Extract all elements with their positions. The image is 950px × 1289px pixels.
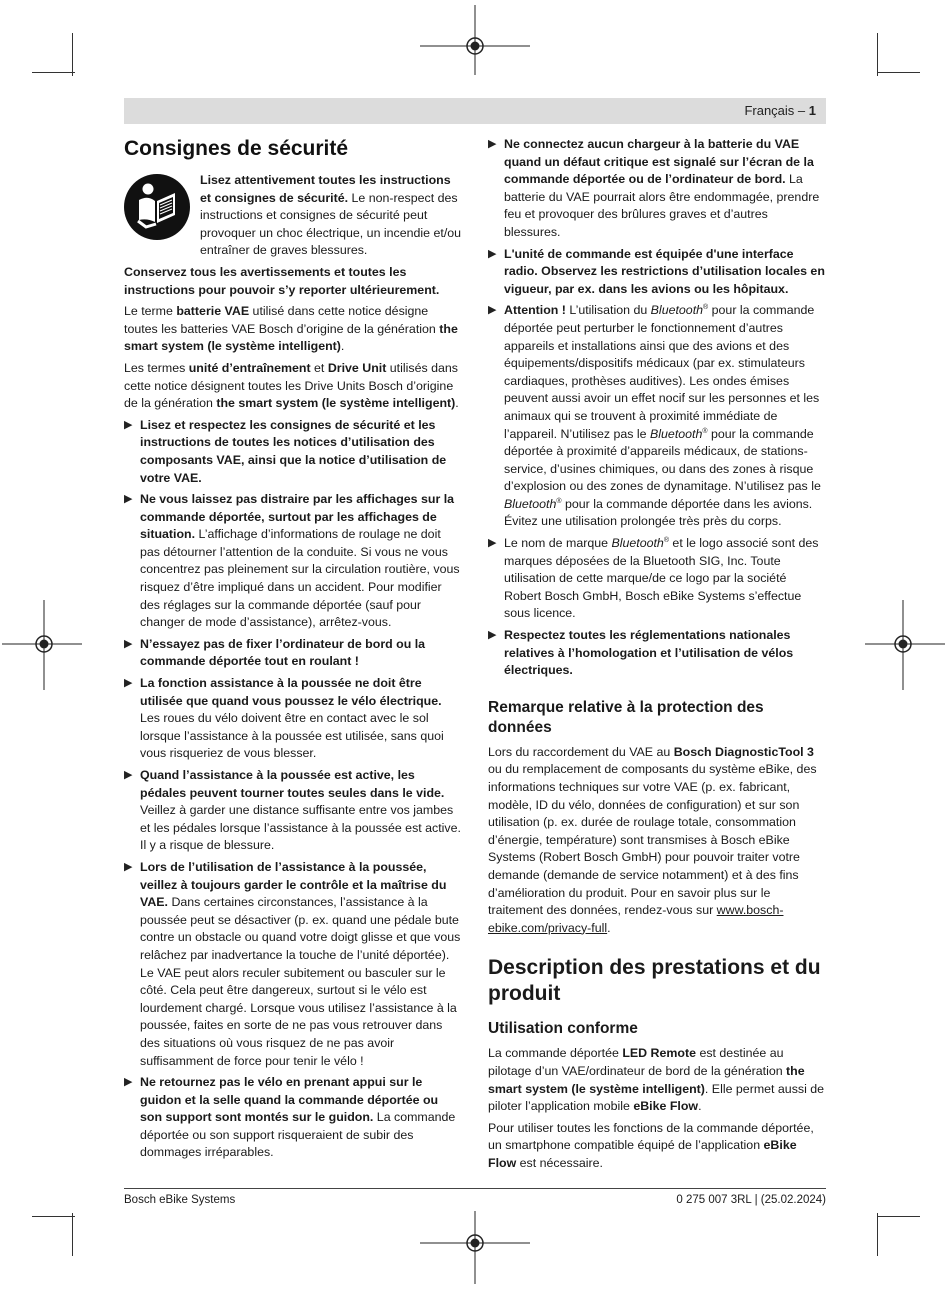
crop-mark [877,1216,920,1217]
registration-mark-icon [420,5,530,85]
text-run: utilisé dans cette notice désigne toutes les batteries VAE Bosch d’origine de la génération [124,304,440,336]
warning-bold: N’essayez pas de fixer l’ordinateur de bord ou la commande déportée tout en roulant ! [140,636,426,669]
bluetooth-term: Bluetooth [650,426,703,441]
text-run: LED Remote [622,1046,696,1061]
text-run: eBike Flow [633,1099,699,1114]
registered-mark: ® [702,427,708,435]
warning-bold: Ne connectez aucun chargeur à la batterie du VAE quand un défaut critique est signalé sur l’écran de la commande déportée ou de l’ordinateur de bord. [504,137,814,187]
text-run: the smart system (le système intelligent) [216,396,456,411]
privacy-link[interactable]: www.bosch-ebike.com/privacy-full [488,903,784,935]
warning-bold: Attention ! [504,303,566,318]
text-run: utilisés dans cette notice désignent toutes les Drive Units Bosch d’origine de la génération [124,360,458,411]
text-run: . [340,339,345,354]
triangle-right-icon: ▶ [124,418,133,431]
text-run: Lors du raccordement du VAE au [488,744,674,759]
bluetooth-term: Bluetooth [650,303,704,318]
section-title-intended-use: Utilisation conforme [488,1020,638,1038]
text-run: est nécessaire. [516,1155,603,1170]
triangle-right-icon: ▶ [124,493,133,506]
footer-rule [124,1188,826,1189]
warning-bold: Ne retournez pas le vélo en prenant appui sur le guidon et la selle quand la commande déportée ou son support sont montés sur le guidon. [140,1075,439,1125]
smartphone-paragraph [488,1120,826,1173]
triangle-right-icon: ▶ [488,537,497,550]
bluetooth-warning [488,302,826,531]
warning-text: Dans certaines circonstances, l’assistance à la poussée peut se désactiver (p. ex. quand une pédale bute contre un obstacle ou quand votre doigt glisse et que vous relâchez par inadvertance la touche de l’unité déportée). Le VAE peut alors reculer subitement ou basculer sur le côté. Cela peut être dangereux, surtout si le vélo est lourdement chargé. Lorsque vous utilisez l’assistance à la poussée, faites en sorte de ne pas vous retrouver dans des situations où vous risquez de ne pas avoir suffisamment de force pour tenir le vélo ! [140,895,461,1068]
safety-intro-text [200,172,462,260]
registration-mark-icon [2,600,82,690]
header-language: Français [744,103,795,118]
page-number: 1 [808,103,816,118]
crop-mark [877,72,920,73]
text-run: the smart system (le système intelligent) [488,1063,805,1096]
text-run: batterie VAE [176,304,250,319]
text-run: pour la commande déportée peut perturber le fonctionnement d’autres appareils et installations ainsi que des avions et des équipements/dispositifs médicaux (par ex. stimulateurs cardiaques, prothèses auditives). Les ondes émises peuvent aussi avoir un effet nocif sur les personnes et les animaux qui se trouvent à proximité immédiate de l’appareil. N’utilisez pas le [504,303,820,441]
footer-company: Bosch eBike Systems [124,1194,236,1206]
intro-text: Le non-respect des instructions et consignes de sécurité peut provoquer un choc électrique, un incendie et/ou entraîner de graves blessures. [200,190,462,258]
warning-bold: Quand l’assistance à la poussée est active, les pédales peuvent tourner toutes seules dans le vide. [140,768,445,800]
registered-mark: ® [703,304,709,312]
registration-mark-icon [865,600,945,690]
warning-text: Veillez à garder une distance suffisante entre vos jambes et les pédales lorsque l’assistance à la poussée est active. Il y a risque de blessure. [140,803,461,853]
text-run: Le terme [124,304,177,319]
intro-bold: Lisez attentivement toutes les instructions et consignes de sécurité. [200,173,451,205]
section-title-description: Description des prestations et du produit [488,956,821,1006]
text-run: ou du remplacement de composants du système eBike, des informations techniques sur votre VAE (p. ex. fabricant, modèle, ID du vélo, données de configuration) et sur son utilisation (p. ex. durée de roulage totale, consommation d’énergie, température) sont transmises à Bosch eBike Systems (Robert Bosch GmbH) pour pouvoir traiter votre demande (demande de service notamment) et à des fins d’amélioration du produit. Pour en savoir plus sur le traitement des données, rendez-vous sur [488,762,817,918]
warning-item [124,491,462,632]
warning-item [124,417,462,487]
safety-intro [124,172,462,260]
warning-item [124,675,462,763]
warning-item [124,767,462,855]
text-run: Pour utiliser toutes les fonctions de la commande déportée, un smartphone compatible équipé de l’application [488,1120,814,1153]
warning-text: La batterie du VAE pourrait alors être endommagée, prendre feu et provoquer des brûlures graves et d’autres blessures. [504,172,820,239]
crop-mark [877,1213,878,1256]
text-run: pour la commande déportée dans les avions. Évitez une utilisation prolongée très près du corps. [504,496,813,529]
registered-mark: ® [556,497,562,505]
warning-bold: L'unité de commande est équipée d'une interface radio. Observez les restrictions d’utilisation locales en vigueur, par ex. dans les avions ou les hôpitaux. [504,246,825,296]
text-run: . [698,1099,702,1114]
text-run: La commande déportée [488,1046,623,1061]
text-run: . Elle permet aussi de piloter l’application mobile [488,1081,825,1114]
triangle-right-icon: ▶ [488,304,497,317]
triangle-right-icon: ▶ [124,769,133,781]
triangle-right-icon: ▶ [488,629,497,642]
warning-list-right [488,136,826,680]
text-run: et [310,360,328,375]
term-battery-paragraph [124,303,462,356]
warning-text: Les roues du vélo doivent être en contact avec le sol lorsque l’assistance à la poussée est utilisée, sans quoi vous risqueriez de vous blesser. [140,711,444,761]
warning-text: La commande déportée ou son support risqueraient de subir des dommages irréparables. [140,1110,456,1160]
warning-bold: Lisez et respectez les consignes de sécurité et les instructions de toutes les notices d’utilisation des composants VAE, ainsi que la notice d’utilisation de votre VAE. [140,417,447,485]
left-column [124,136,462,1166]
section-title-safety: Consignes de sécurité [124,137,349,160]
keep-instructions: Conservez tous les avertissements et toutes les instructions pour pouvoir s’y reporter ultérieurement. [124,264,440,297]
warning-item [124,1074,462,1162]
registration-mark-icon [420,1206,530,1286]
bluetooth-term: Bluetooth [504,496,557,511]
bluetooth-term: Bluetooth [611,536,664,551]
triangle-right-icon: ▶ [488,247,497,260]
warning-text: L’affichage d’informations de roulage ne doit pas détourner l’attention de la conduite. Si vous ne vous concentrez pas pleinement sur la circulation routière, vous risquez d’être impliqué dans un accident. Pour modifier des réglages sur la commande déportée (sauf pour changer de mode d’assistance), arrêtez-vous. [140,527,460,630]
text-run: eBike Flow [488,1138,797,1170]
right-column [488,136,826,1177]
section-title-privacy: Remarque relative à la protection des données [488,698,764,736]
warning-bold: Ne vous laissez pas distraire par les affichages sur la commande déportée, surtout par les affichages de situation. [140,492,455,542]
crop-mark [877,33,878,76]
crop-mark [32,1216,75,1217]
warning-bold: La fonction assistance à la poussée ne doit être utilisée que quand vous poussez le vélo électrique. [140,676,442,708]
warning-item [488,136,826,242]
intended-use-paragraph [488,1045,826,1115]
warning-item [124,859,462,1070]
warning-list-left [124,417,462,1162]
term-drive-unit-paragraph [124,360,462,413]
triangle-right-icon: ▶ [124,1076,133,1089]
text-run: . [455,396,459,411]
header-separator: – [794,103,809,118]
crop-mark [72,1213,73,1256]
warning-item [124,636,462,671]
text-run: Les termes [124,360,189,375]
triangle-right-icon: ▶ [488,138,497,150]
text-run: et le logo associé sont des marques déposées de la Bluetooth SIG, Inc. Toute utilisation de cette marque/de ce logo par la société Robert Bosch GmbH, Bosch eBike Systems s’effectue sous licence. [504,536,819,621]
warning-bold: Respectez toutes les réglementations nationales relatives à l’homologation et l’utilisation de vélos électriques. [504,628,794,678]
warning-item [488,246,826,299]
registered-mark: ® [663,536,669,544]
page-header [124,98,826,124]
triangle-right-icon: ▶ [124,637,133,650]
warning-bold: Lors de l’utilisation de l’assistance à la poussée, veillez à toujours garder le contrôle et la maîtrise du VAE. [140,859,447,910]
triangle-right-icon: ▶ [124,860,133,873]
page-header-text [744,102,816,120]
text-run: Le nom de marque [504,536,612,551]
warning-item [488,627,826,680]
text-run: est destinée au pilotage d’un VAE/ordinateur de bord de la génération [488,1046,787,1078]
text-run: pour la commande déportée à proximité d’appareils médicaux, de stations-service, d’usines chimiques, ou dans des zones à risque d’explosion ou des zones de dynamitage. N’utilisez pas le [504,426,821,494]
text-run: unité d’entraînement [188,360,311,375]
privacy-paragraph [488,744,826,938]
triangle-right-icon: ▶ [124,677,133,690]
text-run: the smart system (le système intelligent) [124,321,458,354]
text-run: Bosch DiagnosticTool 3 [673,744,814,759]
footer-document-id: 0 275 007 3RL | (25.02.2024) [676,1194,826,1206]
text-run: Drive Unit [327,360,387,375]
text-run: . [607,920,611,935]
crop-mark [32,72,75,73]
text-run: L’utilisation du [565,303,651,318]
trademark-note [488,535,826,623]
crop-mark [72,33,73,76]
read-manual-icon [124,174,190,240]
